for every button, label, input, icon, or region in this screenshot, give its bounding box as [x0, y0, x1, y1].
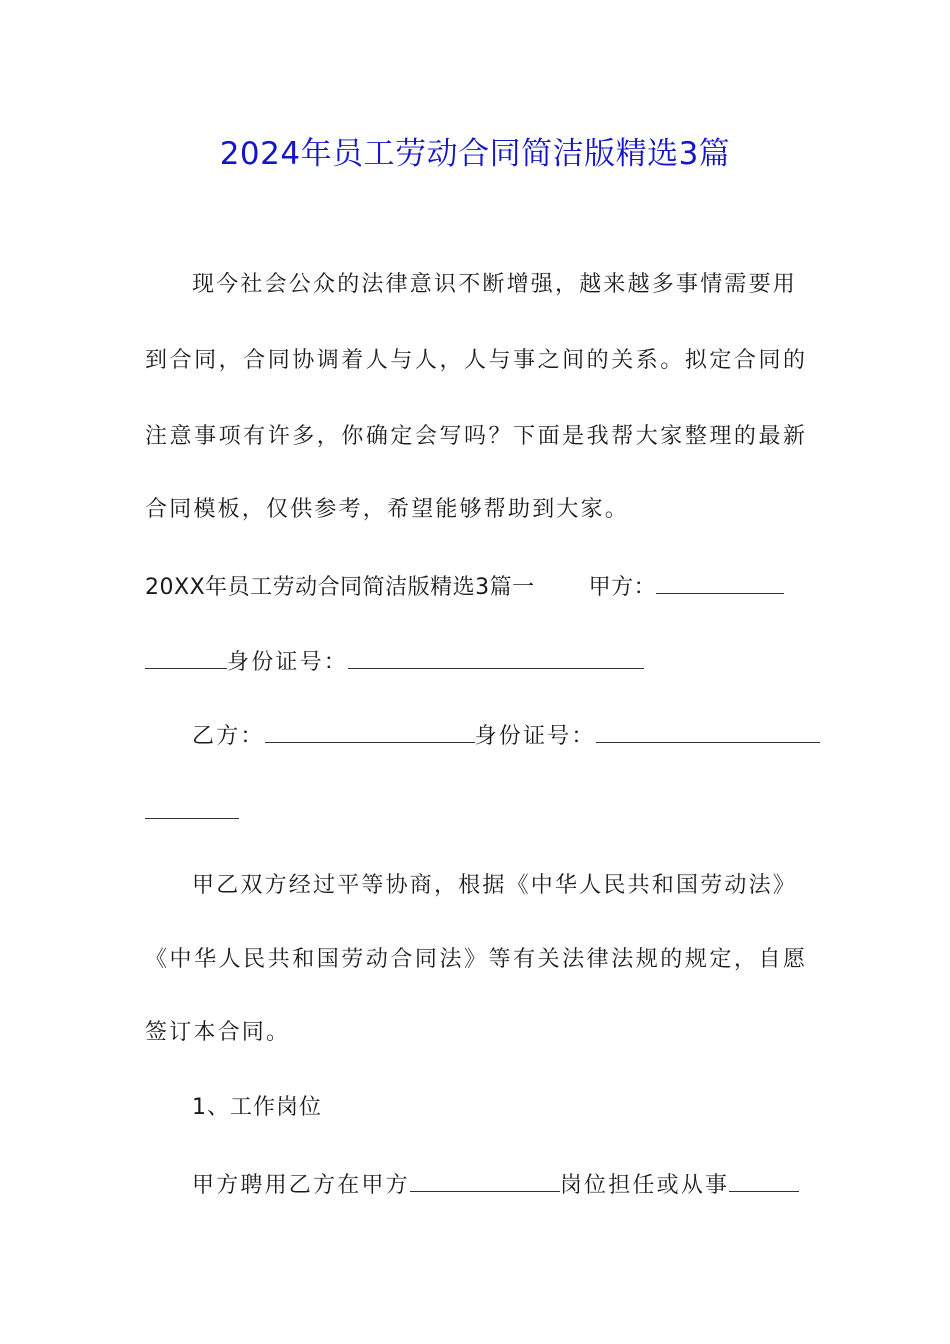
party-b-blank[interactable] [265, 715, 475, 743]
section-heading: 20XX年员工劳动合同简洁版精选3篇一 [145, 575, 535, 600]
party-a-blank-cont[interactable] [145, 641, 227, 669]
document-title: 2024年员工劳动合同简洁版精选3篇 [219, 136, 731, 172]
party-a-label: 甲方： [588, 575, 657, 600]
preamble-line-2: 《中华人民共和国劳动合同法》等有关法律法规的规定，自愿 [145, 947, 805, 972]
party-b-row [192, 715, 820, 757]
id-label-a: 身份证号： [227, 650, 349, 675]
clause-1-text-a: 甲方聘用乙方在甲方 [192, 1173, 410, 1198]
party-a-blank[interactable] [656, 566, 784, 594]
intro-line-3: 注意事项有许多，你确定会写吗？下面是我帮大家整理的最新 [145, 424, 805, 449]
intro-line-1: 现今社会公众的法律意识不断增强，越来越多事情需要用 [192, 272, 798, 297]
party-b-label: 乙方： [192, 724, 265, 749]
clause-1-heading: 1、工作岗位 [192, 1095, 322, 1120]
duty-blank[interactable] [729, 1164, 799, 1192]
preamble-line-1: 甲乙双方经过平等协商，根据《中华人民共和国劳动法》 [192, 873, 798, 898]
id-label-b: 身份证号： [474, 724, 596, 749]
intro-line-4: 合同模板，仅供参考，希望能够帮助到大家。 [145, 497, 630, 522]
section-heading-row [145, 566, 784, 608]
post-blank[interactable] [410, 1164, 560, 1192]
id-a-blank[interactable] [348, 641, 644, 669]
id-row-a [145, 641, 644, 683]
clause-1-line-1 [192, 1164, 799, 1206]
preamble-line-3: 签订本合同。 [145, 1020, 291, 1045]
clause-1-text-b: 岗位担任或从事 [559, 1173, 730, 1198]
id-b-blank-cont[interactable] [145, 791, 239, 819]
id-b-cont-row [145, 791, 239, 833]
id-b-blank[interactable] [596, 715, 820, 743]
intro-line-2: 到合同，合同协调着人与人，人与事之间的关系。拟定合同的 [145, 348, 805, 373]
